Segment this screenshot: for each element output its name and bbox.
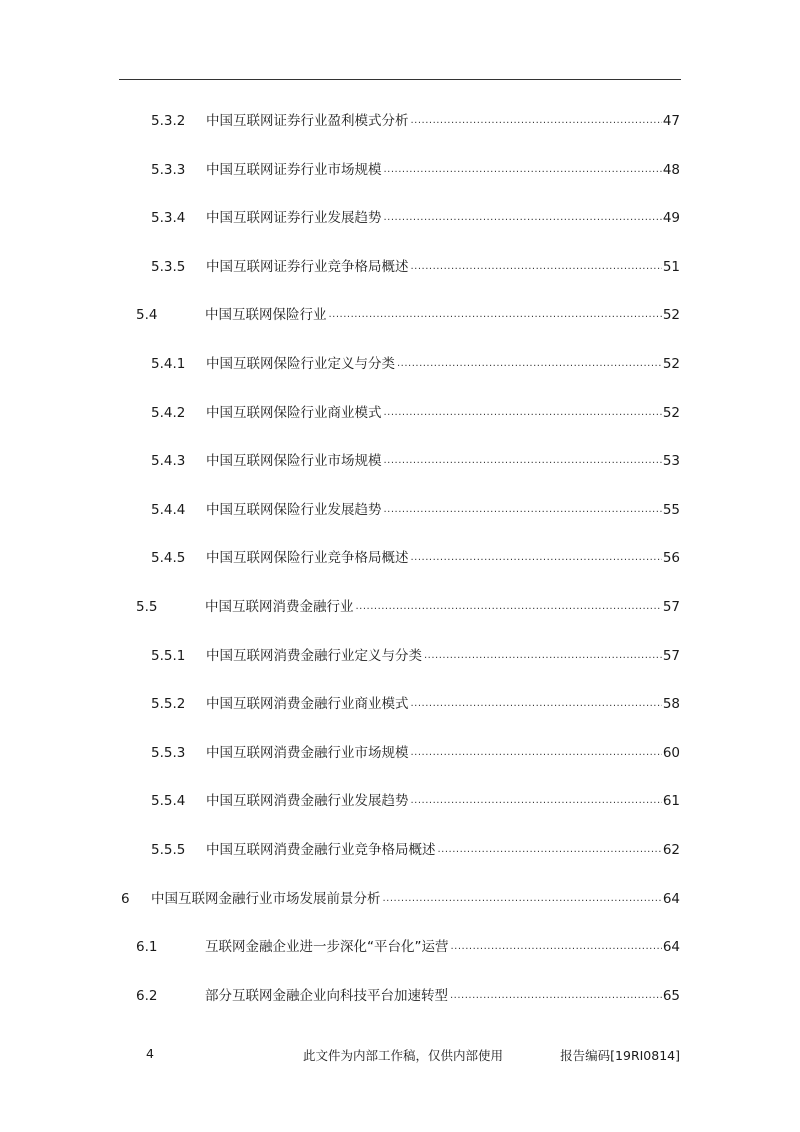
toc-dot-leader: [411, 260, 662, 274]
toc-entry-title: 中国互联网消费金融行业竞争格局概述: [206, 842, 436, 858]
toc-entry-number: 5.4.4: [151, 501, 186, 518]
toc-entry-page: 60: [662, 744, 680, 761]
toc-entry-number: 5.4.5: [151, 550, 186, 567]
toc-entry-title: 中国互联网消费金融行业发展趋势: [206, 793, 409, 810]
toc-entry-page: 47: [662, 113, 680, 129]
toc-entry-title: 中国互联网保险行业商业模式: [206, 404, 382, 421]
toc-entry[interactable]: [151, 108, 680, 130]
toc-entry-page: 64: [662, 890, 680, 907]
toc-entry-number: 5.3.4: [151, 210, 186, 227]
toc-entry[interactable]: [151, 205, 680, 227]
toc-entry-title: 中国互联网证券行业发展趋势: [206, 210, 382, 227]
toc-entry-title: 互联网金融企业进一步深化“平台化”运营: [205, 939, 449, 956]
toc-entry[interactable]: [121, 886, 680, 908]
toc-entry[interactable]: [151, 497, 680, 519]
toc-entry-page: 52: [662, 307, 680, 324]
toc-dot-leader: [411, 746, 662, 760]
toc-entry-page: 49: [662, 210, 680, 227]
toc-entry-number: 5.4.2: [151, 404, 186, 421]
toc-dot-leader: [384, 211, 662, 225]
toc-entry[interactable]: [151, 254, 680, 276]
toc-dot-leader: [329, 308, 662, 322]
toc-entry-number: 5.5.4: [151, 793, 186, 810]
toc-entry-title: 中国互联网消费金融行业商业模式: [206, 696, 409, 713]
toc-entry-title: 中国互联网证券行业竞争格局概述: [206, 258, 409, 275]
toc-dot-leader: [397, 357, 662, 371]
footer-page-number: 4: [146, 1046, 154, 1061]
toc-entry-title: 中国互联网消费金融行业定义与分类: [206, 647, 422, 664]
toc-entry-title: 中国互联网证券行业盈利模式分析: [206, 113, 409, 129]
toc-entry[interactable]: [151, 837, 680, 859]
toc-entry-number: 5.5: [136, 599, 158, 615]
toc-entry[interactable]: [151, 400, 680, 422]
toc-entry-page: 65: [662, 987, 680, 1004]
toc-dot-leader: [411, 794, 662, 808]
footer-notice: 此文件为内部工作稿，仅供内部使用: [303, 1048, 504, 1063]
toc-dot-leader: [411, 551, 662, 565]
toc-entry-page: 55: [662, 501, 680, 518]
toc-entry-title: 中国互联网保险行业: [205, 307, 327, 324]
toc-entry-number: 5.4.3: [151, 453, 186, 470]
toc-dot-leader: [383, 892, 662, 906]
toc-entry-number: 5.3.5: [151, 258, 186, 275]
toc-entry-number: 5.5.2: [151, 696, 186, 713]
toc-entry-title: 中国互联网保险行业竞争格局概述: [206, 550, 409, 567]
toc-entry[interactable]: [136, 302, 680, 324]
toc-entry-page: 61: [662, 793, 680, 810]
toc-entry-page: 56: [662, 550, 680, 567]
toc-entry[interactable]: [151, 691, 680, 713]
toc-entry-page: 48: [662, 161, 680, 178]
toc-entry-number: 5.3.3: [151, 161, 186, 178]
toc-entry-page: 53: [662, 453, 680, 470]
footer-report-code: 报告编码[19RI0814]: [560, 1048, 680, 1063]
toc-dot-leader: [411, 697, 662, 711]
toc-entry-title: 中国互联网金融行业市场发展前景分析: [151, 890, 381, 907]
toc-entry-number: 5.3.2: [151, 113, 186, 129]
toc-entry[interactable]: [136, 934, 680, 956]
header-rule: [119, 79, 681, 80]
toc-entry[interactable]: [151, 545, 680, 567]
toc-entry-title: 中国互联网保险行业市场规模: [206, 453, 382, 470]
toc-dot-leader: [384, 406, 662, 420]
toc-entry[interactable]: [151, 740, 680, 762]
toc-entry-number: 5.4.1: [151, 356, 186, 372]
toc-entry-page: 62: [662, 842, 680, 858]
toc-entry-page: 57: [662, 647, 680, 664]
toc-entry-page: 58: [662, 696, 680, 713]
toc-entry-title: 部分互联网金融企业向科技平台加速转型: [205, 987, 448, 1004]
toc-entry-number: 6: [121, 890, 130, 907]
toc-entry[interactable]: [151, 788, 680, 810]
toc-entry-number: 5.5.3: [151, 744, 186, 761]
toc-entry-title: 中国互联网保险行业发展趋势: [206, 501, 382, 518]
toc-dot-leader: [384, 454, 662, 468]
toc-entry-title: 中国互联网保险行业定义与分类: [206, 356, 395, 372]
toc-entry-page: 52: [662, 404, 680, 421]
toc-dot-leader: [438, 843, 662, 857]
toc-entry-page: 57: [662, 599, 680, 615]
toc-entry-number: 6.1: [136, 939, 158, 956]
toc-entry-number: 5.4: [136, 307, 158, 324]
toc-dot-leader: [384, 163, 662, 177]
toc-dot-leader: [411, 114, 662, 128]
toc-dot-leader: [451, 940, 662, 954]
toc-entry[interactable]: [151, 157, 680, 179]
toc-dot-leader: [384, 503, 662, 517]
toc-entry[interactable]: [136, 594, 680, 616]
toc-dot-leader: [356, 600, 662, 614]
toc-dot-leader: [450, 989, 662, 1003]
toc-entry-page: 51: [662, 258, 680, 275]
toc-entry[interactable]: [151, 448, 680, 470]
toc-entry-number: 5.5.5: [151, 842, 186, 858]
toc-entry-page: 64: [662, 939, 680, 956]
toc-entry-page: 52: [662, 356, 680, 372]
toc-entry-title: 中国互联网证券行业市场规模: [206, 161, 382, 178]
toc-entry-title: 中国互联网消费金融行业: [205, 599, 354, 615]
toc-dot-leader: [424, 649, 662, 663]
toc-entry-number: 6.2: [136, 987, 158, 1004]
toc-entry-number: 5.5.1: [151, 647, 186, 664]
toc-entry[interactable]: [136, 983, 680, 1005]
toc-entry-title: 中国互联网消费金融行业市场规模: [206, 744, 409, 761]
toc-entry[interactable]: [151, 643, 680, 665]
toc-entry[interactable]: [151, 351, 680, 373]
